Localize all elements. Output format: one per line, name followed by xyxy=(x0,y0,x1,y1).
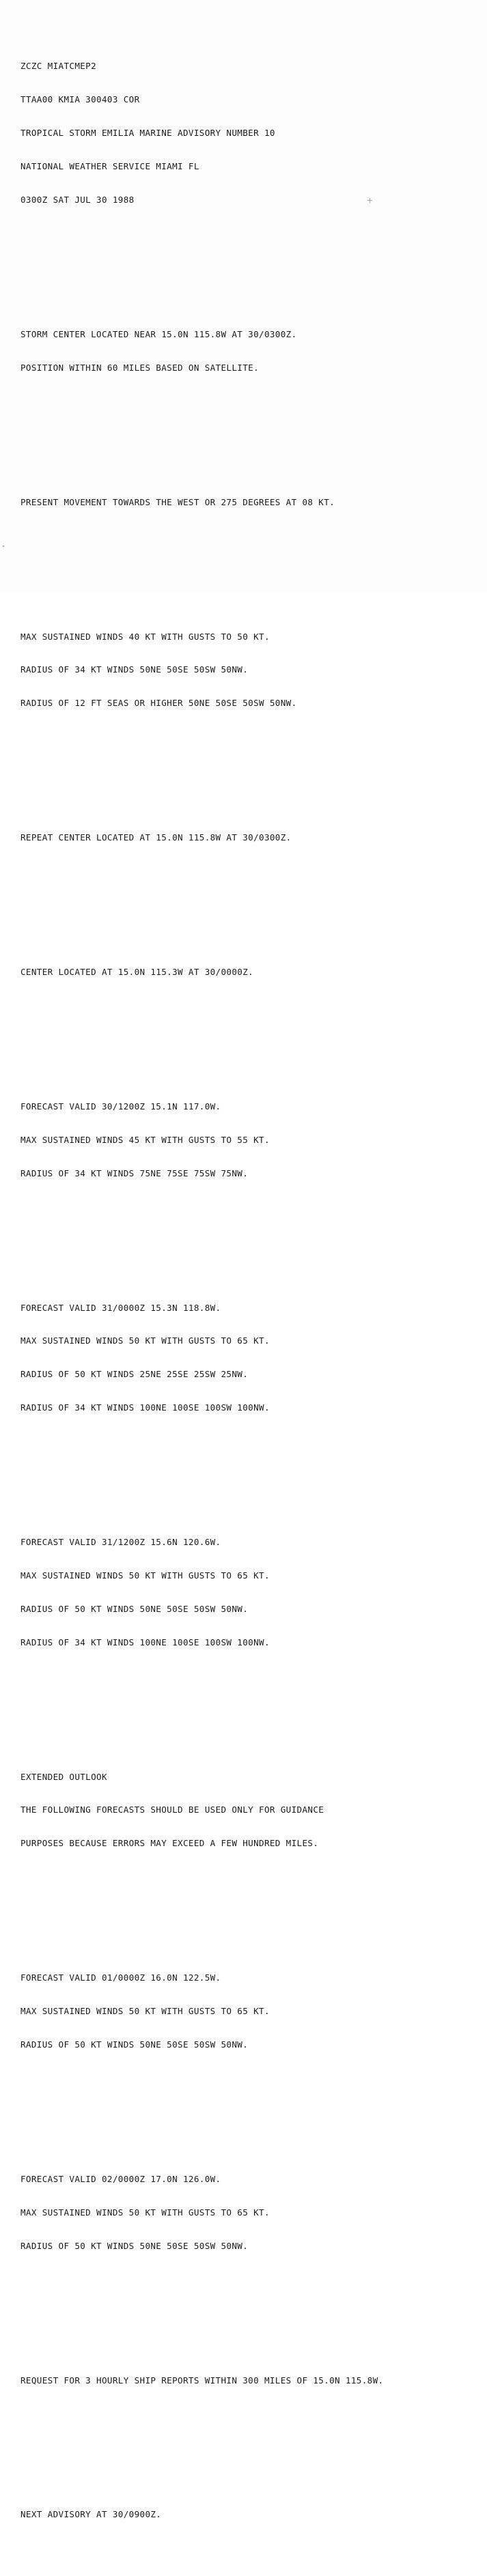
advisory-line: REPEAT CENTER LOCATED AT 15.0N 115.8W AT 30/0300Z. xyxy=(20,832,292,843)
blank-line xyxy=(20,563,484,576)
advisory-line: RADIUS OF 34 KT WINDS 50NE 50SE 50SW 50NW. xyxy=(20,664,249,675)
winds-paragraph xyxy=(20,609,484,731)
advisory-line: MAX SUSTAINED WINDS 45 KT WITH GUSTS TO 55 KT. xyxy=(20,1134,270,1145)
header-line: NATIONAL WEATHER SERVICE MIAMI FL xyxy=(20,161,199,172)
blank-line xyxy=(20,2441,484,2454)
blank-line xyxy=(20,1469,484,1482)
advisory-line: FORECAST VALID 31/1200Z 15.6N 120.6W. xyxy=(20,1537,221,1548)
blank-line xyxy=(20,261,484,274)
advisory-line: RADIUS OF 34 KT WINDS 100NE 100SE 100SW 100NW. xyxy=(20,1402,270,1413)
advisory-line: POSITION WITHIN 60 MILES BASED ON SATELLITE. xyxy=(20,362,260,373)
blank-line xyxy=(20,1034,484,1046)
header-line: TROPICAL STORM EMILIA MARINE ADVISORY NUMBER 10 xyxy=(20,128,275,139)
blank-line xyxy=(20,1234,484,1247)
forecast-30-1200z xyxy=(20,1079,484,1201)
advisory-line: THE FOLLOWING FORECASTS SHOULD BE USED ONLY FOR GUIDANCE xyxy=(20,1804,324,1815)
stray-speck-icon xyxy=(1,544,5,548)
advisory-line: RADIUS OF 34 KT WINDS 100NE 100SE 100SW 100NW. xyxy=(20,1637,270,1647)
blank-line xyxy=(20,1704,484,1716)
ship-reports-request xyxy=(20,2353,484,2408)
advisory-line: RADIUS OF 12 FT SEAS OR HIGHER 50NE 50SE 50SW 50NW. xyxy=(20,698,297,709)
forecast-31-0000z xyxy=(20,1280,484,1436)
storm-center-paragraph xyxy=(20,307,484,395)
advisory-line: NEXT ADVISORY AT 30/0900Z. xyxy=(20,2509,162,2520)
blank-line xyxy=(20,2307,484,2319)
advisory-line: MAX SUSTAINED WINDS 50 KT WITH GUSTS TO 65 KT. xyxy=(20,2207,270,2218)
blank-line xyxy=(20,765,484,777)
advisory-line: FORECAST VALID 01/0000Z 16.0N 122.5W. xyxy=(20,1972,221,1983)
next-advisory-notice xyxy=(20,2487,484,2543)
marine-advisory-text xyxy=(20,5,484,2576)
advisory-line: REQUEST FOR 3 HOURLY SHIP REPORTS WITHIN 300 MILES OF 15.0N 115.8W. xyxy=(20,2375,384,2386)
advisory-line: CENTER LOCATED AT 15.0N 115.3W AT 30/0000Z. xyxy=(20,967,254,978)
advisory-line: RADIUS OF 50 KT WINDS 50NE 50SE 50SW 50NW. xyxy=(20,2240,249,2251)
advisory-line: FORECAST VALID 30/1200Z 15.1N 117.0W. xyxy=(20,1101,221,1112)
advisory-line: RADIUS OF 50 KT WINDS 50NE 50SE 50SW 50NW. xyxy=(20,2039,249,2050)
blank-line xyxy=(20,1905,484,1917)
blank-line xyxy=(20,2106,484,2119)
header-line: 0300Z SAT JUL 30 1988 xyxy=(20,195,135,206)
advisory-line: MAX SUSTAINED WINDS 50 KT WITH GUSTS TO 65 KT. xyxy=(20,2006,270,2017)
blank-line xyxy=(20,429,484,442)
advisory-line: EXTENDED OUTLOOK xyxy=(20,1771,107,1782)
advisory-line: MAX SUSTAINED WINDS 50 KT WITH GUSTS TO 65 KT. xyxy=(20,1335,270,1346)
previous-center-paragraph xyxy=(20,944,484,1000)
advisory-line: PRESENT MOVEMENT TOWARDS THE WEST OR 275 DEGREES AT 08 KT. xyxy=(20,496,335,507)
header-line: ZCZC MIATCMEP2 xyxy=(20,61,97,72)
forecast-01-0000z xyxy=(20,1951,484,2073)
forecast-31-1200z xyxy=(20,1514,484,1670)
extended-outlook-paragraph xyxy=(20,1749,484,1871)
forecast-02-0000z xyxy=(20,2151,484,2274)
advisory-line: MAX SUSTAINED WINDS 50 KT WITH GUSTS TO 65 KT. xyxy=(20,1570,270,1581)
advisory-header xyxy=(20,39,484,228)
advisory-line: RADIUS OF 34 KT WINDS 75NE 75SE 75SW 75NW. xyxy=(20,1167,249,1178)
advisory-line: PURPOSES BECAUSE ERRORS MAY EXCEED A FEW HUNDRED MILES. xyxy=(20,1838,319,1849)
advisory-line: FORECAST VALID 31/0000Z 15.3N 118.8W. xyxy=(20,1302,221,1313)
blank-line xyxy=(20,899,484,911)
advisory-line: RADIUS OF 50 KT WINDS 25NE 25SE 25SW 25NW. xyxy=(20,1369,249,1380)
advisory-line: MAX SUSTAINED WINDS 40 KT WITH GUSTS TO 50 KT. xyxy=(20,631,270,642)
advisory-line: STORM CENTER LOCATED NEAR 15.0N 115.8W AT 30/0300Z. xyxy=(20,328,297,339)
movement-paragraph xyxy=(20,475,484,530)
stray-plus-mark-icon xyxy=(367,197,373,203)
header-line: TTAA00 KMIA 300403 COR xyxy=(20,94,140,105)
advisory-line: FORECAST VALID 02/0000Z 17.0N 126.0W. xyxy=(20,2173,221,2184)
advisory-line: RADIUS OF 50 KT WINDS 50NE 50SE 50SW 50NW. xyxy=(20,1603,249,1614)
repeat-center-paragraph xyxy=(20,810,484,866)
